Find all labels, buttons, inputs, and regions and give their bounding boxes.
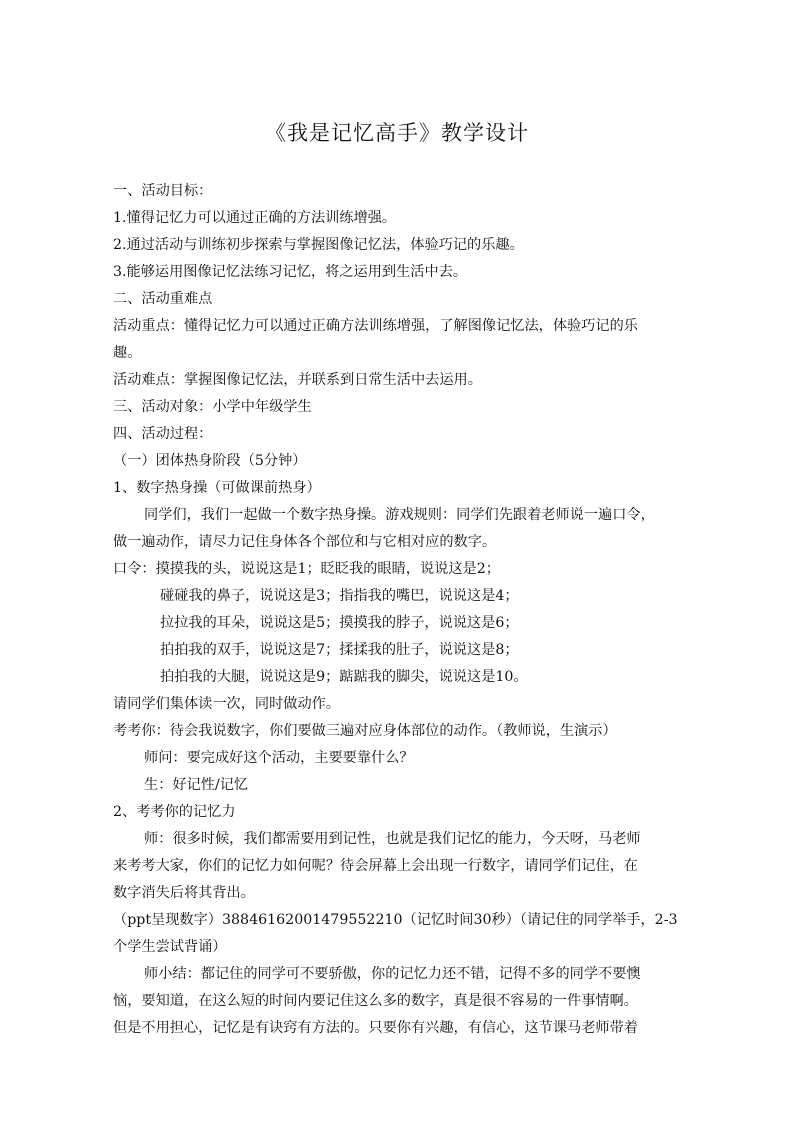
paragraph-line: 来考考大家，你们的记忆力如何呢？待会屏幕上会出现一行数字，请同学们记住，在 <box>113 858 638 874</box>
section-heading-audience: 三、活动对象：小学中年级学生 <box>113 399 312 415</box>
chant-line: 碰碰我的鼻子，说说这是3；指指我的嘴巴，说说这是4； <box>160 588 519 604</box>
document-body <box>113 178 698 1042</box>
chant-line: 拍拍我的大腿，说说这是9；踮踮我的脚尖，说说这是10。 <box>160 669 528 685</box>
paragraph-line: 请同学们集体读一次，同时做动作。 <box>113 696 341 712</box>
paragraph-line: （ppt呈现数字）38846162001479552210（记忆时间30秒）（请记住的同学举手，2-3 <box>113 912 678 928</box>
paragraph-line: 数字消失后将其背出。 <box>113 885 255 901</box>
paragraph-line: 考考你：待会我说数字，你们要做三遍对应身体部位的动作。（教师说，生演示） <box>113 723 617 739</box>
section-heading-goals: 一、活动目标： <box>113 183 213 199</box>
goal-item-1: 1.懂得记忆力可以通过正确的方法训练增强。 <box>113 210 397 226</box>
paragraph-line: 师小结：都记住的同学可不要骄傲，你的记忆力还不错，记得不多的同学不要懊 <box>144 966 641 982</box>
key-point-text: 活动重点：懂得记忆力可以通过正确方法训练增强，了解图像记忆法，体验巧记的乐 <box>113 318 638 334</box>
difficulty-text: 活动难点：掌握图像记忆法，并联系到日常生活中去运用。 <box>113 372 482 388</box>
document-title: 《我是记忆高手》教学设计 <box>265 121 529 145</box>
chant-line: 拉拉我的耳朵，说说这是5；摸摸我的脖子，说说这是6； <box>160 615 519 631</box>
activity-heading-memory-test: 2、考考你的记忆力 <box>113 804 236 820</box>
paragraph-line: 同学们，我们一起做一个数字热身操。游戏规则：同学们先跟着老师说一遍口令， <box>144 507 655 523</box>
key-point-text-cont: 趣。 <box>113 345 142 361</box>
goal-item-2: 2.通过活动与训练初步探索与掌握图像记忆法，体验巧记的乐趣。 <box>113 237 524 253</box>
goal-item-3: 3.能够运用图像记忆法练习记忆，将之运用到生活中去。 <box>113 264 468 280</box>
paragraph-line: 个学生尝试背诵） <box>113 939 227 955</box>
paragraph-line: 生：好记性/记忆 <box>144 777 249 793</box>
paragraph-line: 师：很多时候，我们都需要用到记性，也就是我们记忆的能力，今天呀，马老师 <box>144 831 641 847</box>
section-heading-process: 四、活动过程： <box>113 426 213 442</box>
chant-line: 拍拍我的双手，说说这是7；揉揉我的肚子，说说这是8； <box>160 642 519 658</box>
phase-heading-warmup: （一）团体热身阶段（5分钟） <box>113 453 307 469</box>
section-heading-key-points: 二、活动重难点 <box>113 291 213 307</box>
paragraph-line: 做一遍动作，请尽力记住身体各个部位和与它相对应的数字。 <box>113 534 497 550</box>
paragraph-line: 师问：要完成好这个活动，主要要靠什么？ <box>144 750 414 766</box>
paragraph-line: 恼，要知道，在这么短的时间内要记住这么多的数字，真是很不容易的一件事情啊。 <box>113 993 638 1009</box>
chant-line: 口令：摸摸我的头，说说这是1；眨眨我的眼睛，说说这是2； <box>113 561 500 577</box>
paragraph-line: 但是不用担心，记忆是有诀窍有方法的。只要你有兴趣，有信心，这节课马老师带着 <box>113 1020 638 1036</box>
activity-heading-number-exercise: 1、数字热身操（可做课前热身） <box>113 480 321 496</box>
